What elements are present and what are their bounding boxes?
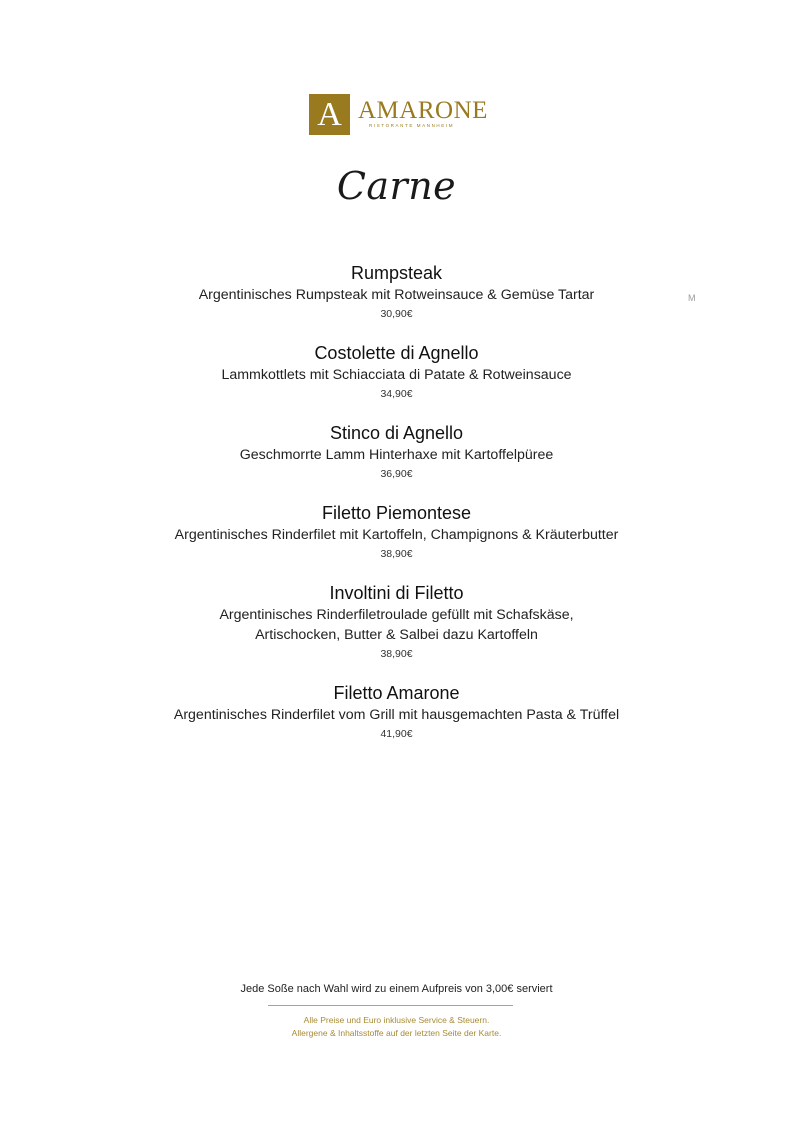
footer-divider — [268, 1005, 513, 1006]
allergens-note: Allergene & Inhaltsstoffe auf der letzten Seite der Karte. — [291, 1028, 502, 1038]
logo-subtitle: RISTORANTE MANNHEIM — [369, 123, 455, 128]
dish-name: Involtini di Filetto — [329, 583, 464, 603]
menu-item-involtini-di-filetto — [0, 581, 793, 663]
logo-wordmark: AMARONE — [358, 97, 488, 124]
dish-description: Argentinisches Rumpsteak mit Rotweinsauce & Gemüse Tartar — [198, 287, 595, 303]
dish-name: Rumpsteak — [350, 263, 443, 283]
menu-item-costolette-di-agnello — [0, 341, 793, 403]
dish-name: Costolette di Agnello — [314, 343, 479, 363]
dish-description: Argentinisches Rinderfilet mit Kartoffeln, Champignons & Kräuterbutter — [174, 527, 619, 543]
dish-description-line: Argentinisches Rinderfiletroulade gefüllt mit Schafskäse, — [219, 607, 574, 623]
menu-item-filetto-amarone — [0, 681, 793, 743]
dish-name: Filetto Piemontese — [321, 503, 472, 523]
prices-note: Alle Preise und Euro inklusive Service & Steuern. — [303, 1015, 490, 1025]
dish-price: 34,90€ — [380, 388, 413, 400]
dish-description: Geschmorrte Lamm Hinterhaxe mit Kartoffelpüree — [239, 447, 554, 463]
dish-description: Lammkottlets mit Schiacciata di Patate & Rotweinsauce — [221, 367, 572, 383]
dish-name: Filetto Amarone — [333, 683, 460, 703]
logo-mark — [309, 94, 350, 135]
dish-description-line: Artischocken, Butter & Salbei dazu Kartoffeln — [255, 627, 538, 643]
dish-price: 30,90€ — [380, 308, 413, 320]
menu-item-filetto-piemontese — [0, 501, 793, 563]
menu-item-rumpsteak — [0, 261, 793, 323]
logo-mark-letter: A — [317, 96, 342, 133]
dish-price: 38,90€ — [380, 648, 413, 660]
menu-section-title: Carne — [336, 164, 457, 208]
sauce-surcharge-note: Jede Soße nach Wahl wird zu einem Aufpreis von 3,00€ serviert — [240, 983, 553, 995]
margin-marker: M — [688, 293, 696, 303]
dish-description: Argentinisches Rinderfilet vom Grill mit hausgemachten Pasta & Trüffel — [173, 707, 620, 723]
dish-price: 41,90€ — [380, 728, 413, 740]
dish-name: Stinco di Agnello — [329, 423, 464, 443]
menu-item-stinco-di-agnello — [0, 421, 793, 483]
dish-price: 38,90€ — [380, 548, 413, 560]
restaurant-logo — [309, 94, 489, 136]
dish-price: 36,90€ — [380, 468, 413, 480]
